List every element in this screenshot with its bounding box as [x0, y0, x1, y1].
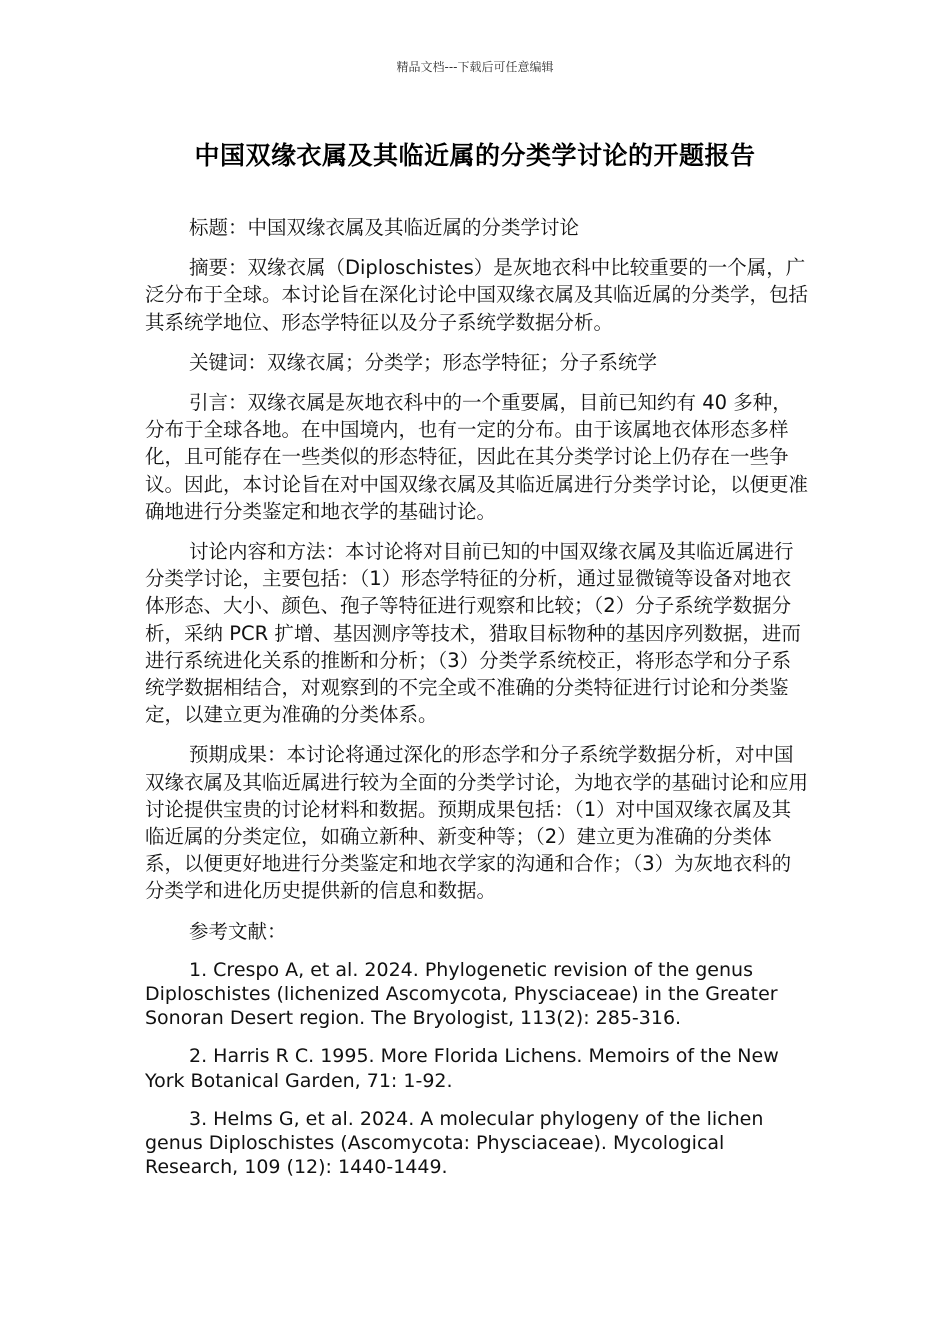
- page-header-note: 精品文档---下载后可任意编辑: [396, 60, 554, 74]
- introduction-paragraph: 引言：双缘衣属是灰地衣科中的一个重要属，目前已知约有 40 多种，分布于全球各地。在中国境内，也有一定的分布。由于该属地衣体形态多样化，且可能存在一些类似的形态特征，因此在其分类学讨论上仍存在一些争议。因此，本讨论旨在对中国双缘衣属及其临近属进行分类学讨论，以便更准确地进行分类鉴定和地衣学的基础讨论。: [145, 391, 809, 523]
- abstract-paragraph: 摘要：双缘衣属（Diploschistes）是灰地衣科中比较重要的一个属，广泛分布于全球。本讨论旨在深化讨论中国双缘衣属及其临近属的分类学，包括其系统学地位、形态学特征以及分子系统学数据分析。: [145, 256, 809, 334]
- reference-item: 3. Helms G, et al. 2024. A molecular phylogeny of the lichen genus Diploschistes (Ascomycota: Physciaceae). Mycological Research, 109 (12): 1440-1449.: [145, 1107, 764, 1179]
- references-heading: 参考文献：: [189, 919, 287, 943]
- reference-item: 1. Crespo A, et al. 2024. Phylogenetic revision of the genus Diploschistes (lichenized Ascomycota, Physciaceae) in the Greater Sonoran Desert region. The Bryologist, 113(2): 285-316.: [145, 958, 778, 1030]
- document-body: [145, 214, 810, 1194]
- expected-results-paragraph: 预期成果：本讨论将通过深化的形态学和分子系统学数据分析，对中国双缘衣属及其临近属进行较为全面的分类学讨论，为地衣学的基础讨论和应用讨论提供宝贵的讨论材料和数据。预期成果包括：（1）对中国双缘衣属及其临近属的分类定位，如确立新种、新变种等；（2）建立更为准确的分类体系，以便更好地进行分类鉴定和地衣学家的沟通和合作；（3）为灰地衣科的分类学和进化历史提供新的信息和数据。: [145, 743, 809, 903]
- title-line-paragraph: 标题：中国双缘衣属及其临近属的分类学讨论: [189, 216, 580, 239]
- keywords-paragraph: 关键词：双缘衣属；分类学；形态学特征；分子系统学: [189, 350, 658, 374]
- reference-item: 2. Harris R C. 1995. More Florida Lichens. Memoirs of the New York Botanical Garden, 71: 1-92.: [145, 1045, 779, 1092]
- methods-paragraph: 讨论内容和方法：本讨论将对目前已知的中国双缘衣属及其临近属进行分类学讨论，主要包括：（1）形态学特征的分析，通过显微镜等设备对地衣体形态、大小、颜色、孢子等特征进行观察和比较；（2）分子系统学数据分析，采纳 PCR 扩增、基因测序等技术，猎取目标物种的基因序列数据，进而进行系统进化关系的推断和分析；（3）分类学系统校正，将形态学和分子系统学数据相结合，对观察到的不完全或不准确的分类特征进行讨论和分类鉴定，以建立更为准确的分类体系。: [145, 540, 801, 727]
- document-title: 中国双缘衣属及其临近属的分类学讨论的开题报告: [194, 141, 756, 170]
